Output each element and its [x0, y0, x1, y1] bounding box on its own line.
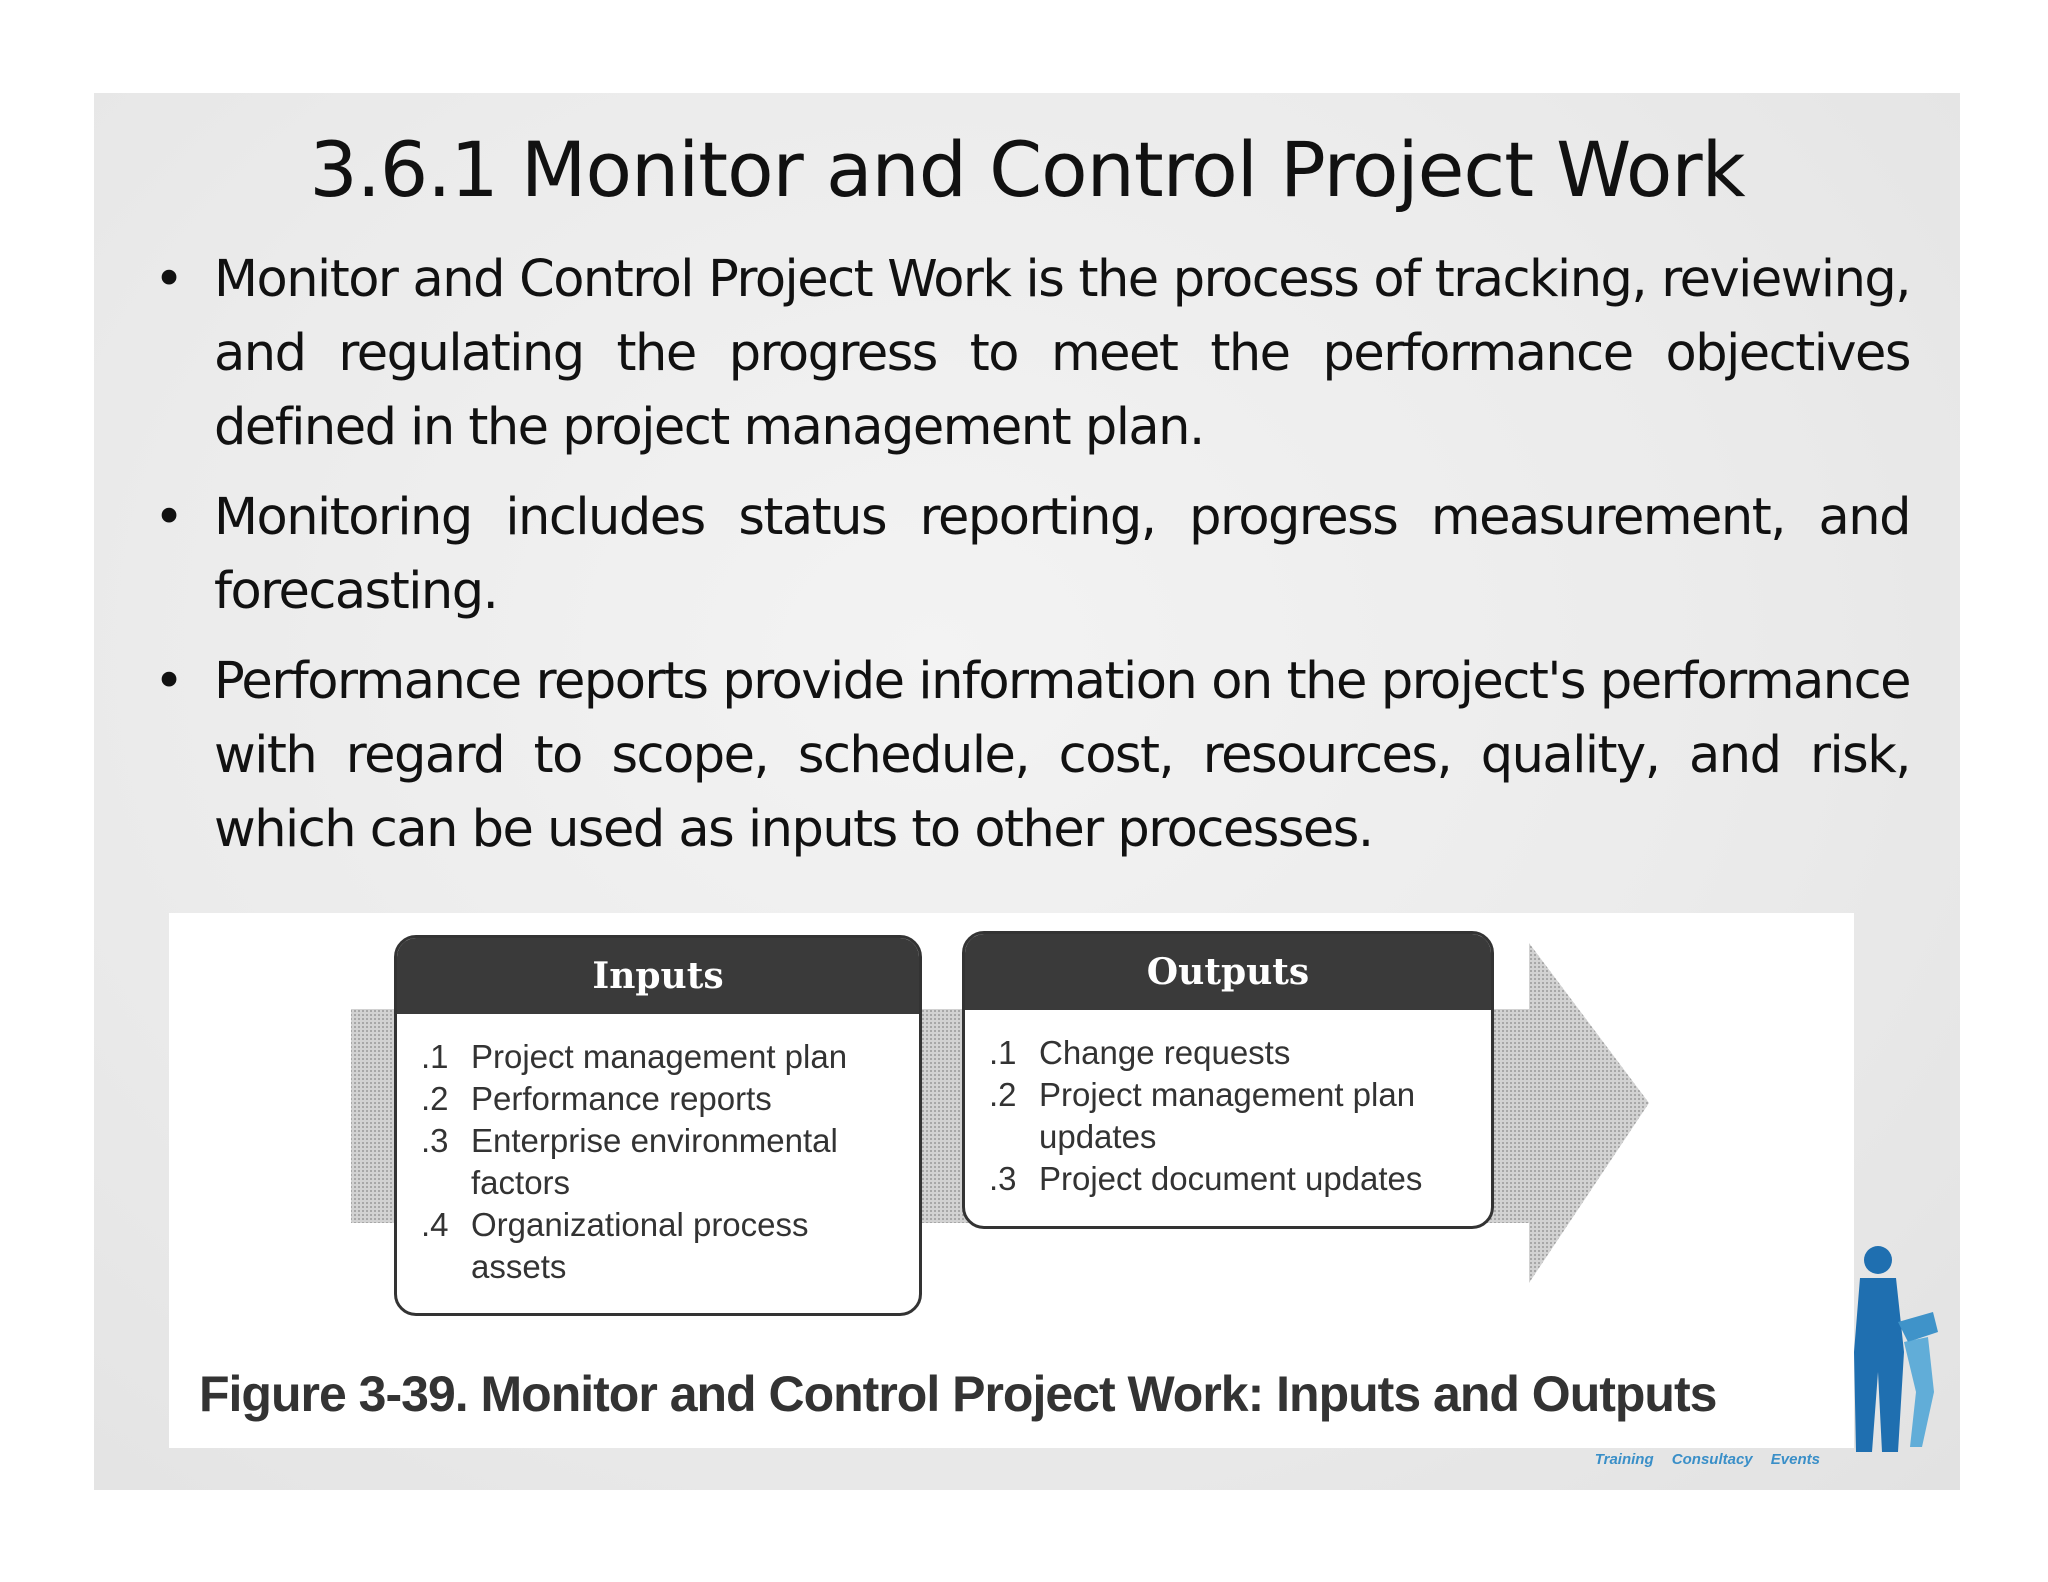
output-item — [989, 1074, 1471, 1158]
item-text: Project document updates — [1039, 1160, 1423, 1197]
input-item — [421, 1036, 899, 1078]
item-text: Project management plan updates — [1039, 1076, 1416, 1155]
slide-title: 3.6.1 Monitor and Control Project Work — [309, 125, 1745, 214]
bullet-text: Performance reports provide information on the project's performance with regard to scope, schedule, cost, resources, quality, and risk, which can be used as inputs to other processes. — [214, 652, 1910, 859]
item-number: .1 — [989, 1034, 1017, 1071]
item-text: Change requests — [1039, 1034, 1291, 1071]
bullet-item — [144, 645, 1910, 867]
output-item — [989, 1158, 1471, 1200]
bullet-icon: • — [154, 250, 183, 309]
figure — [169, 913, 1854, 1448]
input-item — [421, 1120, 899, 1204]
item-text: Performance reports — [471, 1080, 772, 1117]
item-number: .1 — [421, 1038, 449, 1075]
item-text: Project management plan — [471, 1038, 848, 1075]
inputs-box — [394, 935, 922, 1316]
figure-caption: Figure 3-39. Monitor and Control Project Work: Inputs and Outputs — [199, 1366, 1717, 1422]
bullet-icon: • — [154, 488, 183, 547]
item-number: .3 — [421, 1122, 449, 1159]
item-number: .4 — [421, 1206, 449, 1243]
bullet-icon: • — [154, 652, 183, 711]
outputs-heading: Outputs — [965, 934, 1491, 1010]
bullet-item — [144, 481, 1910, 629]
item-number: .2 — [421, 1080, 449, 1117]
slide — [94, 93, 1960, 1490]
inputs-heading: Inputs — [397, 938, 919, 1014]
output-item — [989, 1032, 1471, 1074]
outputs-box — [962, 931, 1494, 1229]
item-text: Organizational process assets — [471, 1206, 809, 1285]
item-text: Enterprise environmental factors — [471, 1122, 838, 1201]
item-number: .3 — [989, 1160, 1017, 1197]
bullet-list — [144, 243, 1910, 883]
bullet-text: Monitor and Control Project Work is the process of tracking, reviewing, and regulating the progress to meet the performance objectives defined in the project management plan. — [214, 250, 1910, 457]
outputs-list — [965, 1010, 1491, 1200]
inputs-list — [397, 1014, 919, 1288]
bullet-text: Monitoring includes status reporting, progress measurement, and forecasting. — [214, 488, 1910, 621]
item-number: .2 — [989, 1076, 1017, 1113]
person-silhouette-icon — [1838, 1242, 1948, 1462]
input-item — [421, 1078, 899, 1120]
brand-tagline: Training Consultacy Events — [1594, 1451, 1820, 1468]
bullet-item — [144, 243, 1910, 465]
input-item — [421, 1204, 899, 1288]
